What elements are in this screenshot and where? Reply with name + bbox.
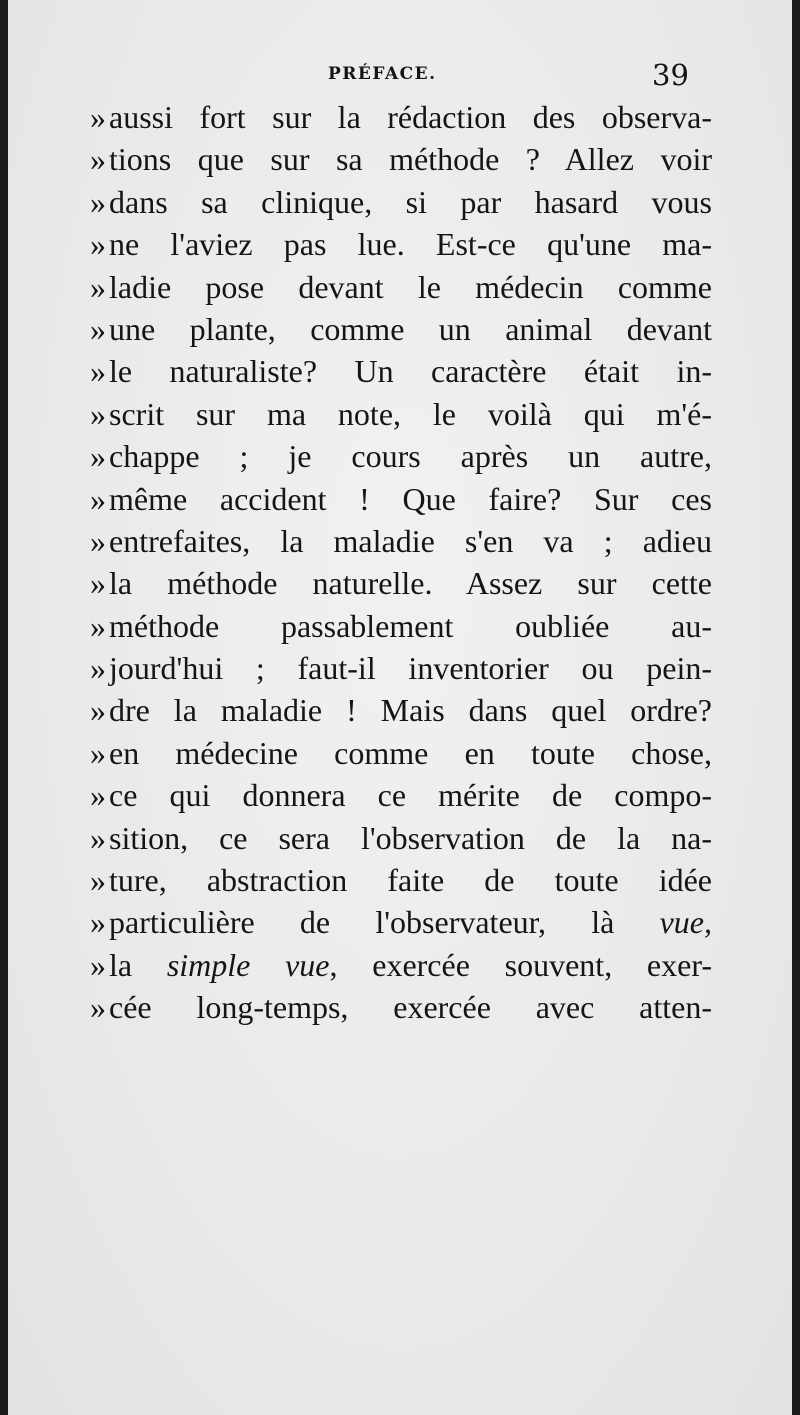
line-text: dans sa clinique, si par hasard vous [109, 183, 712, 220]
line-text-after: , exercée souvent, exer- [329, 946, 712, 983]
quote-mark: » [90, 438, 106, 475]
text-line [90, 138, 712, 180]
line-text: le naturaliste? Un caractère était in- [109, 353, 712, 390]
body-text [90, 96, 712, 1029]
quote-mark: » [90, 99, 106, 135]
line-text: aussi fort sur la rédaction des observa- [109, 99, 712, 135]
page-edge-left [0, 0, 8, 1415]
text-line [90, 901, 712, 943]
quote-mark: » [90, 777, 106, 814]
quote-mark: » [90, 607, 106, 644]
quote-mark: » [90, 692, 106, 729]
text-line [90, 986, 712, 1028]
quote-mark: » [90, 310, 106, 347]
line-text: même accident ! Que faire? Sur ces [109, 480, 712, 517]
line-text: chappe ; je cours après un autre, [109, 438, 712, 475]
page-edge-right [792, 0, 800, 1415]
line-text: la méthode naturelle. Assez sur cette [109, 565, 712, 602]
quote-mark: » [90, 268, 106, 305]
text-line [90, 689, 712, 731]
running-head [8, 58, 792, 92]
quote-mark: » [90, 904, 106, 941]
line-text: ture, abstraction faite de toute idée [109, 862, 712, 899]
text-line [90, 96, 712, 138]
quote-mark: » [90, 395, 106, 432]
quote-mark: » [90, 989, 106, 1026]
quote-mark: » [90, 480, 106, 517]
text-line [90, 944, 712, 986]
text-line [90, 647, 712, 689]
text-line [90, 308, 712, 350]
line-text: ne l'aviez pas lue. Est-ce qu'une ma- [109, 226, 712, 263]
quote-mark: » [90, 565, 106, 602]
quote-mark: » [90, 819, 106, 856]
quote-mark: » [90, 650, 106, 687]
italic-text: vue, [659, 904, 712, 941]
text-line [90, 774, 712, 816]
line-text: tions que sur sa méthode ? Allez voir [109, 141, 712, 178]
text-line [90, 605, 712, 647]
line-text: ladie pose devant le médecin comme [109, 268, 712, 305]
text-line [90, 393, 712, 435]
line-text: la [109, 946, 167, 983]
line-text: en médecine comme en toute chose, [109, 734, 712, 771]
line-text: scrit sur ma note, le voilà qui m'é- [109, 395, 712, 432]
page-number: 39 [652, 58, 689, 92]
line-text: particulière de l'observateur, là [109, 904, 660, 941]
text-line [90, 350, 712, 392]
text-line [90, 817, 712, 859]
text-line [90, 859, 712, 901]
quote-mark: » [90, 141, 106, 178]
text-line [90, 266, 712, 308]
line-text: sition, ce sera l'observation de la na- [109, 819, 712, 856]
text-line [90, 732, 712, 774]
italic-text: simple vue [166, 946, 330, 983]
text-line [90, 181, 712, 223]
quote-mark: » [90, 734, 106, 771]
quote-mark: » [90, 862, 106, 899]
text-line [90, 478, 712, 520]
text-line [90, 223, 712, 265]
text-line [90, 435, 712, 477]
running-head-title: PRÉFACE. [328, 64, 437, 84]
line-text: cée long-temps, exercée avec atten- [109, 989, 712, 1026]
line-text: une plante, comme un animal devant [109, 310, 712, 347]
text-line [90, 520, 712, 562]
line-text: jourd'hui ; faut-il inventorier ou pein- [109, 650, 712, 687]
quote-mark: » [90, 522, 106, 559]
line-text: méthode passablement oubliée au- [109, 607, 712, 644]
text-line [90, 562, 712, 604]
book-page [8, 0, 792, 1415]
line-text: ce qui donnera ce mérite de compo- [109, 777, 712, 814]
quote-mark: » [90, 353, 106, 390]
line-text: dre la maladie ! Mais dans quel ordre? [109, 692, 712, 729]
line-text: entrefaites, la maladie s'en va ; adieu [109, 522, 712, 559]
quote-mark: » [90, 183, 106, 220]
quote-mark: » [90, 226, 106, 263]
quote-mark: » [90, 946, 106, 983]
